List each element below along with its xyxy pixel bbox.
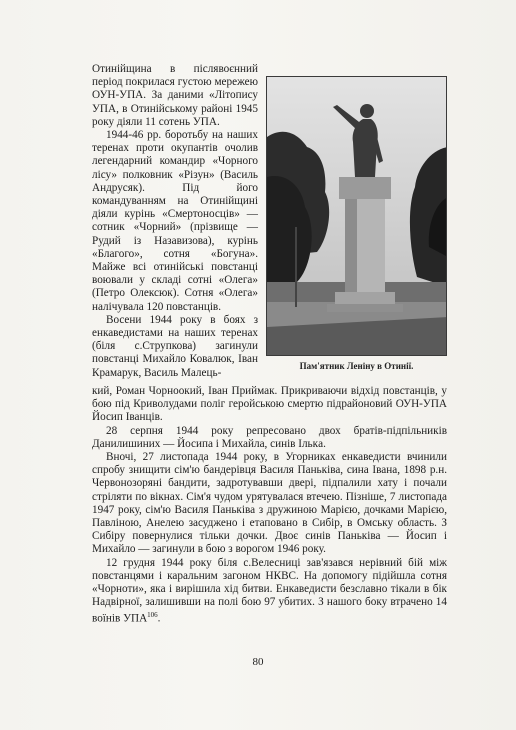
- footnote-reference: 106: [147, 611, 158, 620]
- photo-caption: Пам'ятник Леніну в Отинії.: [299, 361, 414, 371]
- paragraph: кий, Роман Чорноокий, Іван Приймак. Прикриваючи відхід повстанців, у бою під Криволудами поліг геройською смертю підрайоновий ОУН-УПА Йосип Іванців.: [92, 385, 447, 424]
- paragraph-text: Вночі, 27 листопада 1944 року, в Угорниках енкаведисти вчинили спробу знищити сім'ю бандерівця Василя Паньківа, сина Івана, 1898 р.н. Червонозоряні бандити, задротувавши двері, підпалили хату і почали стріляти по вікнах. Сім'я чудом урятувалася втечею. Пізніше, 7 листопада 1947 року, сім'ю Василя Паньківа з дружиною Марією, дочками Марією, Павліною, Анелею засуджено і етаповано в Сибір, в Омську область. З Сибіру повернулися тільки дочки. Двоє синів Паньківа — Йосип і Михайло — загинули в бою з ворогом 1946 року.: [92, 451, 447, 556]
- paragraph: 1944-46 рр. боротьбу на наших теренах проти окупантів очолив легендарний командир «Чорного лісу» полковник «Різун» (Василь Андрусяк). Під його командуванням на Отинійщині діяли курінь «Смертоносців» — сотник «Чорний» (прізвище — Рудий із Назавизова), курінь «Благого», сотня «Богуна». Майже всі отинійські повстанці воювали у складі сотні «Олега» (Петро Олексюк). Сотня «Олега» налічувала 120 повстанців.: [92, 129, 258, 313]
- left-text-column: [92, 63, 258, 380]
- paragraph: 28 серпня 1944 року репресовано двох братів-підпільників Данилишиних — Йосипа і Михайла, синів Ількa.: [92, 424, 447, 450]
- lenin-monument-photo: [266, 76, 447, 356]
- page-number: 80: [252, 656, 264, 668]
- paragraph: Восени 1944 року в боях з енкаведистами на наших теренах (біля с.Струпкова) загинули повстанці Михайло Ковалюк, Іван Крамарук, Василь Малець-: [92, 313, 258, 379]
- full-width-text: [92, 385, 447, 626]
- paragraph: 12 грудня 1944 року біля с.Велесниці зав'язався нерівний бій між повстанцями і каральним загоном НКВС. На допомогу підійшла сотня «Чорноти», яка і вирішила хід битви. Енкаведисти безславно тікали в бік Надвірної, залишивши на полі бою 97 убитих. З нашого боку втрачено 14 воїнів УПА$^{106}$.: [92, 556, 447, 626]
- paragraph-text: 12 грудня 1944 року біля с.Велесниці зав'язався нерівний бій між повстанцями і каральним загоном НКВС. На допомогу підійшла сотня «Чорноти», яка і вирішила хід битви. Енкаведисти безславно тікали в бік Надвірної, залишивши на полі бою 97 убитих. З нашого боку втрачено 14 воїнів УПА: [92, 556, 447, 626]
- paragraph: [92, 451, 447, 557]
- paragraph: Отинійщина в післявоєнний період покрилася густою мережею ОУН-УПА. За даними «Літопису УПА, в Отинійському районі 1945 року діяли 11 сотень УПА.: [92, 63, 258, 128]
- figure: [266, 76, 447, 356]
